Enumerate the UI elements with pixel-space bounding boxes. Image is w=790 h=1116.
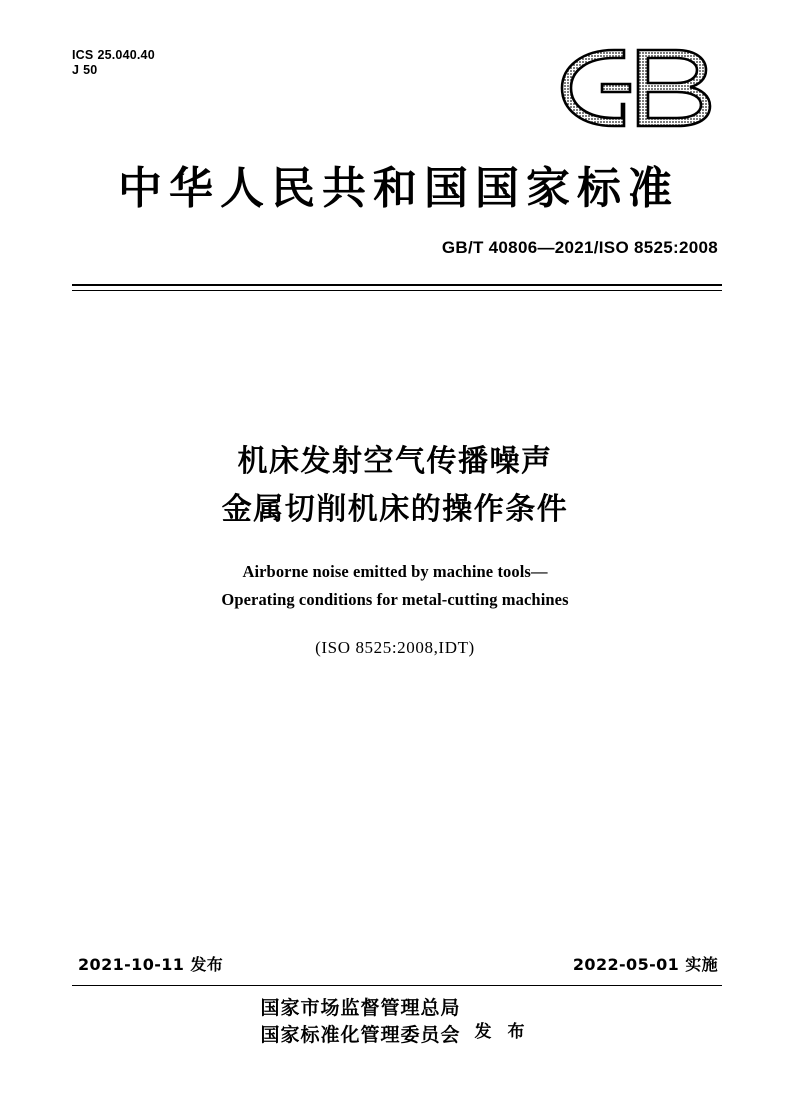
- ccs-line: [72, 63, 155, 78]
- issue-date: 2021-10-11 发布: [78, 955, 224, 974]
- publisher-names: [261, 995, 461, 1049]
- ics-line: [72, 48, 155, 63]
- document-title-cn-line2: 金属切削机床的操作条件: [221, 492, 569, 527]
- document-title-en: [0, 558, 790, 614]
- ics-label: ICS: [72, 48, 94, 62]
- publisher-block: [0, 995, 790, 1049]
- publisher-line-2: 国家标准化管理委员会: [260, 1024, 461, 1046]
- ccs-label: J: [72, 63, 80, 77]
- iso-equivalence-note: (ISO 8525:2008,IDT): [315, 638, 475, 657]
- header-rule-thin: [72, 290, 722, 291]
- document-title-cn-line1: 机床发射空气传播噪声: [237, 444, 553, 479]
- ccs-value: 50: [83, 63, 98, 77]
- classification-block: [72, 48, 155, 78]
- footer-rule: [72, 985, 722, 986]
- document-title-cn: [0, 438, 790, 534]
- gb-logo-icon: [552, 40, 722, 135]
- ics-value: 25.040.40: [97, 48, 155, 62]
- implementation-date: 2022-05-01 实施: [572, 955, 718, 974]
- header-rule-thick: [72, 284, 722, 286]
- document-title-en-line2: Operating conditions for metal-cutting machines: [221, 590, 569, 609]
- standard-number: GB/T 40806—2021/ISO 8525:2008: [441, 238, 718, 257]
- document-title-en-line1: Airborne noise emitted by machine tools—: [242, 562, 548, 581]
- publisher-line-1: 国家市场监督管理总局: [260, 997, 461, 1019]
- national-standard-heading: 中华人民共和国国家标准: [118, 163, 679, 214]
- publish-verb: 发 布: [474, 1021, 530, 1042]
